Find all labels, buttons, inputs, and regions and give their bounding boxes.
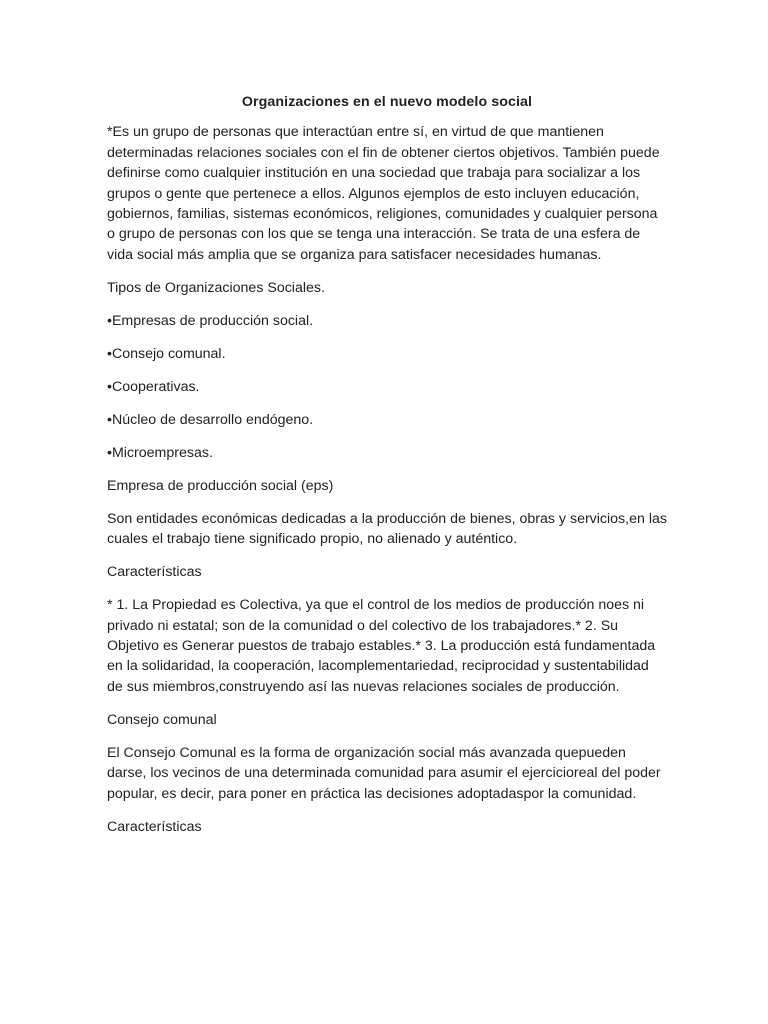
intro-paragraph: *Es un grupo de personas que interactúan entre sí, en virtud de que mantienen determinadas relaciones sociales con el fin de obtener ciertos objetivos. También puede definirse como cualquier institución en una sociedad que trabaja para socializar a los grupos o gente que pertenece a ellos. Algunos ejemplos de esto incluyen educación, gobiernos, familias, sistemas económicos, religiones, comunidades y cualquier persona o grupo de personas con los que se tenga una interacción. Se trata de una esfera de vida social más amplia que se organiza para satisfacer necesidades humanas. (107, 124, 660, 263)
section-heading-eps: Empresa de producción social (eps) (107, 477, 334, 494)
list-item: •Microempresas. (107, 444, 213, 461)
consejo-comunal-paragraph: El Consejo Comunal es la forma de organización social más avanzada quepueden darse, los vecinos de una determinada comunidad para asumir el ejercicioreal del poder popular, es decir, para poner en práctica las decisiones adoptadaspor la comunidad. (107, 744, 661, 802)
list-item: •Consejo comunal. (107, 345, 226, 362)
section-heading-caracteristicas-2: Características (107, 818, 202, 835)
list-item: •Cooperativas. (107, 378, 200, 395)
document-page (107, 92, 667, 850)
section-heading-consejo-comunal: Consejo comunal (107, 711, 217, 728)
list-item: •Núcleo de desarrollo endógeno. (107, 411, 314, 428)
section-heading-tipos: Tipos de Organizaciones Sociales. (107, 279, 325, 296)
eps-definition-paragraph: Son entidades económicas dedicadas a la producción de bienes, obras y servicios,en las cuales el trabajo tiene significado propio, no alienado y auténtico. (107, 510, 667, 548)
eps-characteristics-paragraph: * 1. La Propiedad es Colectiva, ya que el control de los medios de producción noes ni privado ni estatal; son de la comunidad o del colectivo de los trabajadores.* 2. Su Objetivo es Generar puestos de trabajo estables.* 3. La producción está fundamentada en la solidaridad, la cooperación, lacomplementariedad, reciprocidad y sustentabilidad de sus miembros,construyendo así las nuevas relaciones sociales de producción. (107, 597, 656, 695)
section-heading-caracteristicas: Características (107, 564, 202, 581)
list-item: •Empresas de producción social. (107, 312, 314, 329)
document-title: Organizaciones en el nuevo modelo social (241, 94, 533, 110)
